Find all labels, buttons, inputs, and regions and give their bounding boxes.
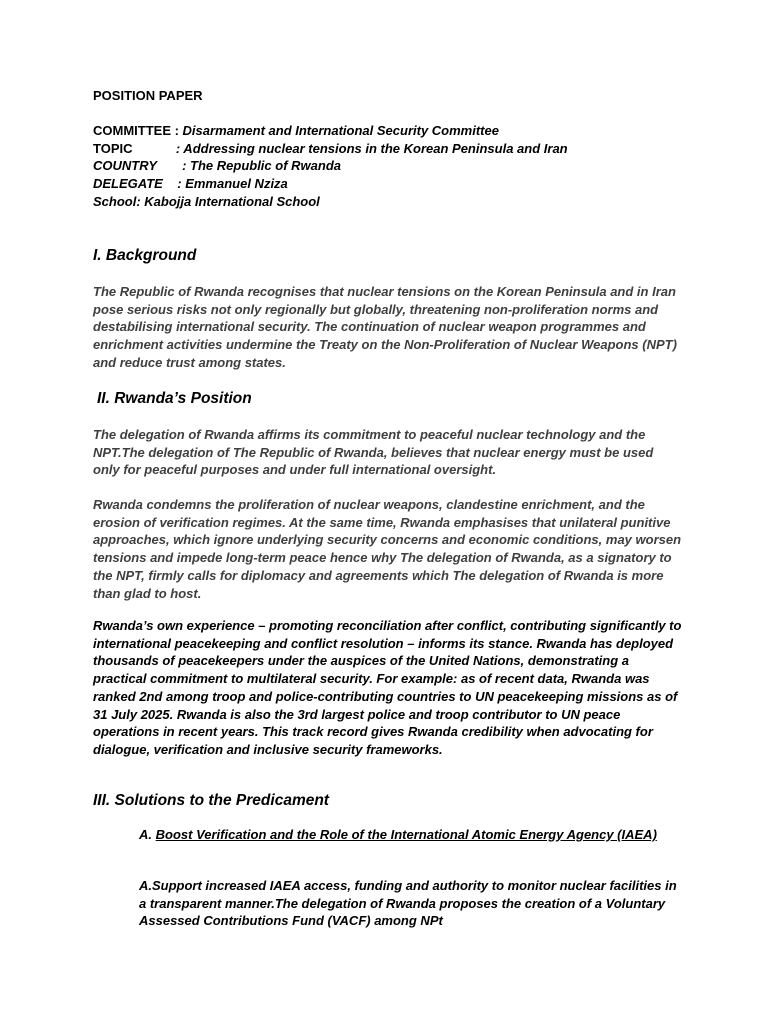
heading-background: I. Background xyxy=(93,247,197,264)
paragraph-position-1: The delegation of Rwanda affirms its commitment to peaceful nuclear technology and the NPT.The delegation of The Republic of Rwanda, believes that nuclear energy must be used only for peaceful purposes and under full international oversight. xyxy=(93,427,654,478)
solution-item-a-body: A.Support increased IAEA access, funding and authority to monitor nuclear facilities in a transparent manner.The delegation of Rwanda proposes the creation of a Voluntary Assessed Contributions Fund (VACF) among NPt xyxy=(139,878,677,929)
document-title: POSITION PAPER xyxy=(93,88,203,103)
heading-position: II. Rwanda’s Position xyxy=(97,390,252,407)
meta-country xyxy=(93,157,568,175)
meta-country-key: COUNTRY xyxy=(93,158,183,174)
paragraph-background: The Republic of Rwanda recognises that nuclear tensions on the Korean Peninsula and in Iran pose serious risks not only regionally but globally, threatening non-proliferation norms and destabilising international security. The continuation of nuclear weapon programmes and enrichment activities undermine the Treaty on the Non-Proliferation of Nuclear Weapons (NPT) and reduce trust among states. xyxy=(93,284,677,370)
meta-school: School: Kabojja International School xyxy=(93,193,320,209)
meta-delegate-value: : Emmanuel Nziza xyxy=(177,176,288,192)
meta-delegate xyxy=(93,175,568,193)
meta-topic-value: : Addressing nuclear tensions in the Korean Peninsula and Iran xyxy=(175,140,568,156)
meta-committee-value: Disarmament and International Security Committee xyxy=(182,123,499,138)
paragraph-position-2: Rwanda condemns the proliferation of nuclear weapons, clandestine enrichment, and the erosion of verification regimes. At the same time, Rwanda emphasises that unilateral punitive approaches, which ignore underlying security concerns and economic conditions, may worsen tensions and impede long-term peace hence why The delegation of Rwanda, as a signatory to the NPT, firmly calls for diplomacy and agreements which The delegation of Rwanda is more than glad to host. xyxy=(93,497,682,601)
solution-item-a-prefix: A. xyxy=(139,827,156,842)
meta-committee-key: COMMITTEE : xyxy=(93,123,183,138)
meta-country-value: : The Republic of Rwanda xyxy=(182,158,341,174)
solution-item-a-heading: Boost Verification and the Role of the International Atomic Energy Agency (IAEA) xyxy=(155,827,657,842)
heading-solutions: III. Solutions to the Predicament xyxy=(93,792,329,809)
meta-topic xyxy=(93,140,568,158)
solution-item-a-title xyxy=(139,826,679,844)
meta-committee xyxy=(93,122,568,140)
meta-delegate-key: DELEGATE xyxy=(93,176,178,192)
document-meta xyxy=(93,122,568,210)
meta-topic-key: TOPIC xyxy=(93,140,176,156)
paragraph-position-3: Rwanda’s own experience – promoting reconciliation after conflict, contributing significantly to international peacekeeping and conflict resolution – informs its stance. Rwanda has deployed thousands of peacekeepers under the auspices of the United Nations, demonstrating a practical commitment to multilateral security. For example: as of recent data, Rwanda was ranked 2nd among troop and police-contributing countries to UN peacekeeping missions as of 31 July 2025. Rwanda is also the 3rd largest police and troop contributor to UN peace operations in recent years. This track record gives Rwanda credibility when advocating for dialogue, verification and inclusive security frameworks. xyxy=(93,618,682,757)
